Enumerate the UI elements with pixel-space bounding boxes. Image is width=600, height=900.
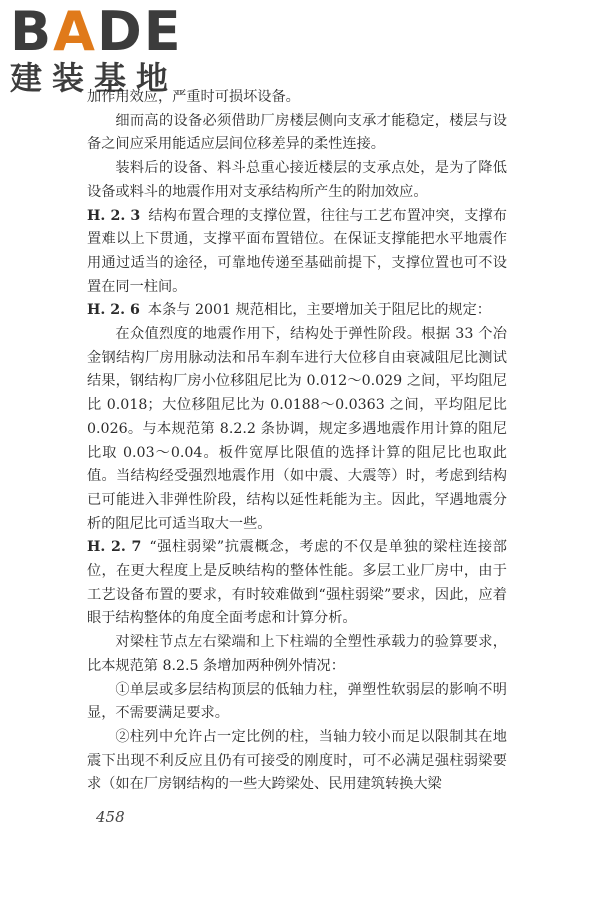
- section-paragraph: H. 2. 6 本条与 2001 规范相比，主要增加关于阻尼比的规定：: [87, 302, 491, 319]
- section-number: H. 2. 7: [87, 539, 142, 556]
- logo-wordmark: BADE: [10, 0, 183, 63]
- section-number: H. 2. 3: [87, 207, 141, 224]
- list-item: ②柱列中允许占一定比例的柱，当轴力较小而足以限制其在地震下出现不利反应且仍有可接受的刚度时，可不必满足强柱弱梁要求（如在厂房钢结构的一些大跨梁处、民用建筑转换大梁: [87, 728, 507, 793]
- section-paragraph: H. 2. 3 结构布置合理的支撑位置，往往与工艺布置冲突，支撑布置难以上下贯通，支撑平面布置错位。在保证支撑能把水平地震作用通过适当的途径，可靠地传递至基础前提下，支撑位置也可不设置在同一柱间。: [87, 207, 507, 295]
- paragraph: 加作用效应，严重时可损坏设备。: [87, 89, 300, 105]
- paragraph: 装料后的设备、料斗总重心接近楼层的支承点处，是为了降低设备或料斗的地震作用对支承结构所产生的附加效应。: [87, 160, 507, 200]
- logo-chinese-text: 建装基地: [10, 59, 179, 97]
- section-paragraph: H. 2. 7 “强柱弱梁”抗震概念，考虑的不仅是单独的梁柱连接部位，在更大程度上是反映结构的整体性能。多层工业厂房中，由于工艺设备布置的要求，有时较难做到“强柱弱梁”要求，因此，应着眼于结构整体的角度全面考虑和计算分析。: [87, 539, 507, 627]
- page-number: 458: [96, 808, 125, 826]
- paragraph: 在众值烈度的地震作用下，结构处于弹性阶段。根据 33 个冶金钢结构厂房用脉动法和吊车刹车进行大位移自由衰减阻尼比测试结果，钢结构厂房小位移阻尼比为 0.012～0.029 之间，平均阻尼比 0.018；大位移阻尼比为 0.0188～0.0363 之间，平均阻尼比 0.026。与本规范第 8.2.2 条协调，规定多遇地震作用计算的阻尼比取 0.03～0.04。板件宽厚比限值的选择计算的阻尼比也取此值。当结构经受强烈地震作用（如中震、大震等）时，考虑到结构已可能进入非弹性阶段，结构以延性耗能为主。因此，罕遇地震分析的阻尼比可适当取大一些。: [87, 326, 507, 532]
- bade-logo: [10, 0, 183, 97]
- paragraph: 细而高的设备必须借助厂房楼层侧向支承才能稳定，楼层与设备之间应采用能适应层间位移差异的柔性连接。: [87, 112, 507, 153]
- section-number: H. 2. 6: [87, 302, 140, 319]
- list-item: ①单层或多层结构顶层的低轴力柱，弹塑性软弱层的影响不明显，不需要满足要求。: [87, 681, 507, 722]
- paragraph: 对梁柱节点左右梁端和上下柱端的全塑性承载力的验算要求，比本规范第 8.2.5 条增加两种例外情况：: [87, 634, 507, 674]
- document-body: [87, 86, 507, 797]
